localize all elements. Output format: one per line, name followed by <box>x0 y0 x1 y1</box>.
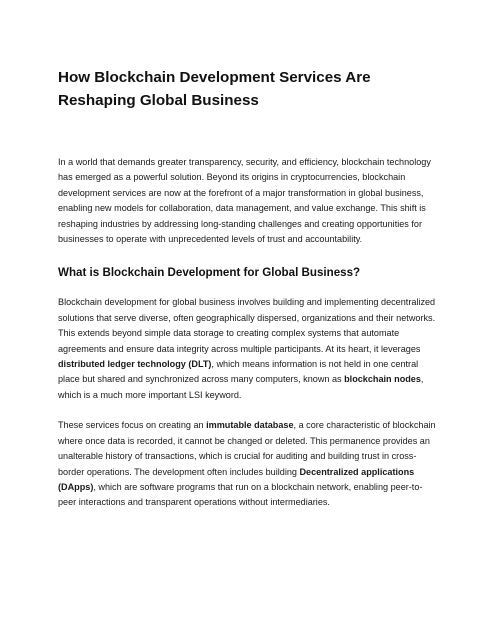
section-paragraph-2 <box>58 418 437 510</box>
section-paragraph-1 <box>58 295 437 403</box>
bold-term-blockchain-nodes: blockchain nodes <box>344 374 421 385</box>
text-run: Blockchain development for global business involves building and implementing decentralized solutions that serve diverse, often geographically dispersed, organizations and their networks. This extends beyond simple data storage to creating complex systems that automate agreements and ensure data integrity across multiple participants. At its heart, it leverages <box>58 297 436 354</box>
page-title: How Blockchain Development Services Are Reshaping Global Business <box>58 69 371 109</box>
text-run: , which is a much more important LSI keyword. <box>58 374 424 400</box>
text-run: , which means information is not held in one central place but shared and synchronized across many computers, known as <box>58 359 419 385</box>
text-run: These services focus on creating an <box>58 420 207 431</box>
bold-term-dlt: distributed ledger technology (DLT) <box>58 359 212 370</box>
text-run: , which are software programs that run on a blockchain network, enabling peer-to-peer interactions and transparent operations without intermediaries. <box>58 481 423 508</box>
bold-term-dapps: Decentralized applications (DApps) <box>58 466 415 492</box>
intro-paragraph: In a world that demands greater transparency, security, and efficiency, blockchain technology has emerged as a powerful solution. Beyond its origins in cryptocurrencies, blockchain development services are now at the forefront of a major transformation in global business, enabling new models for collaboration, data management, and value exchange. This shift is reshaping industries by addressing long-standing challenges and creating opportunities for businesses to operate with unprecedented levels of trust and accountability. <box>58 157 431 245</box>
text-run: , a core characteristic of blockchain where once data is recorded, it cannot be changed or deleted. This permanence provides an unalterable history of transactions, which is crucial for auditing and building trust in cross-border operations. The development often includes building <box>58 420 436 477</box>
bold-term-immutable-database: immutable database <box>206 420 294 431</box>
section-heading: What is Blockchain Development for Global Business? <box>58 266 361 280</box>
